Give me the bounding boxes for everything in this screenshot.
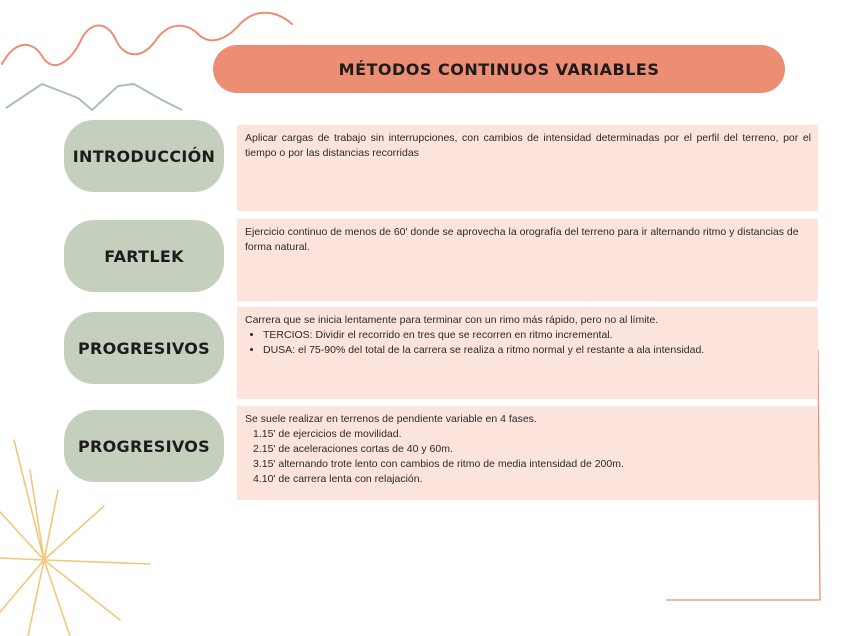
content-introduccion xyxy=(237,125,818,211)
label-fartlek xyxy=(64,220,224,292)
section-intro: Carrera que se inicia lentamente para terminar con un rimo más rápido, pero no al límite. xyxy=(245,314,659,326)
list-item: 1.15' de ejercicios de movilidad. xyxy=(253,428,402,440)
section-label: PROGRESIVOS xyxy=(77,338,211,358)
title-banner xyxy=(213,45,785,93)
content-progresivos-1 xyxy=(237,307,818,399)
section-label: PROGRESIVOS xyxy=(77,436,211,456)
blue-mountain-decoration xyxy=(6,84,182,110)
label-introduccion xyxy=(64,120,224,192)
section-text: Ejercicio continuo de menos de 60' donde se aprovecha la orografía del terreno para ir alternando ritmo y distancias de forma natural. xyxy=(245,226,799,253)
label-progresivos-1 xyxy=(64,312,224,384)
bullet-list xyxy=(245,328,811,358)
list-item: 4.10' de carrera lenta con relajación. xyxy=(253,473,423,485)
section-text: Aplicar cargas de trabajo sin interrupciones, con cambios de intensidad determinadas por el perfil del terreno, por el tiempo o por las distancias recorridas xyxy=(245,132,811,159)
steps-list xyxy=(245,427,811,487)
content-fartlek xyxy=(237,219,818,301)
list-item: 3.15' alternando trote lento con cambios de ritmo de media intensidad de 200m. xyxy=(253,458,624,470)
list-item: • DUSA: el 75-90% del total de la carrera se realiza a ritmo normal y el restante a ala intensidad. xyxy=(263,343,811,358)
content-progresivos-2 xyxy=(237,406,818,500)
page-title: MÉTODOS CONTINUOS VARIABLES xyxy=(338,59,660,79)
section-intro: Se suele realizar en terrenos de pendiente variable en 4 fases. xyxy=(245,413,537,425)
section-label: INTRODUCCIÓN xyxy=(72,146,216,166)
list-item: • TERCIOS: Dividir el recorrido en tres que se recorren en ritmo incremental. xyxy=(263,328,811,343)
label-progresivos-2 xyxy=(64,410,224,482)
list-item: 2.15' de aceleraciones cortas de 40 y 60m. xyxy=(253,443,453,455)
section-label: FARTLEK xyxy=(104,246,184,266)
